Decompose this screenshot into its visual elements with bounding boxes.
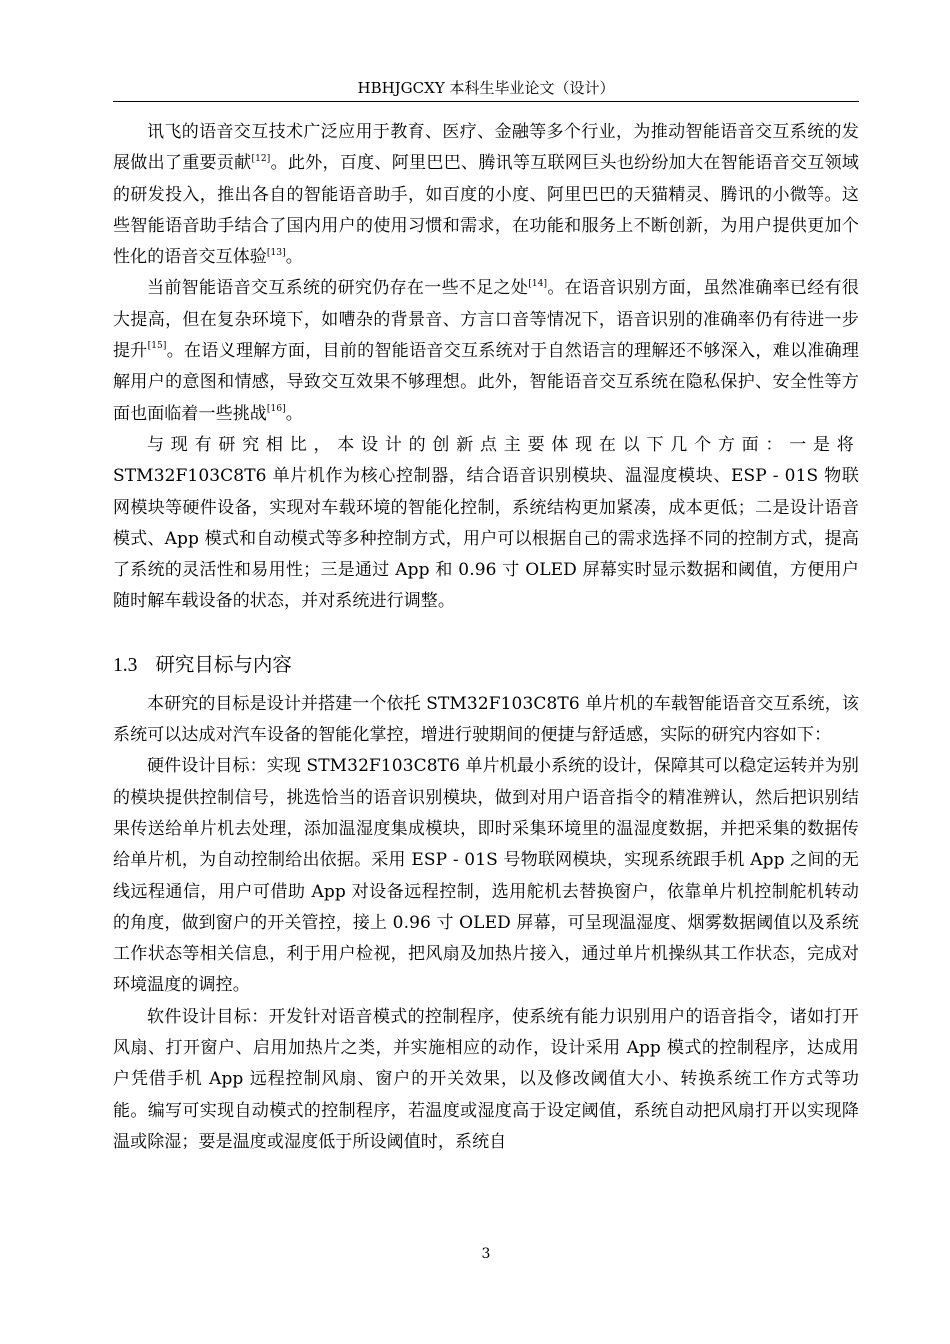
paragraph-text: STM32F103C8T6 单片机作为核心控制器，结合语音识别模块、温湿度模块、ESP - 01S 物联网模块等硬件设备，实现对车载环境的智能化控制，系统结构更加紧凑，成本更低；二是设计语音模式、App 模式和自动模式等多种控制方式，用户可以根据自己的需求选择不同的控制方式，提高了系统的灵活性和易用性；三是通过 App 和 0.96 寸 OLED 屏幕实时显示数据和阈值，方便用户随时解车载设备的状态，并对系统进行调整。 xyxy=(113,466,859,612)
paragraph xyxy=(113,430,859,618)
page-body xyxy=(113,117,859,1158)
paragraph-text: 。此外，百度、阿里巴巴、腾讯等互联网巨头也纷纷加大在智能语音交互领域的研发投入，推出各自的智能语音助手，如百度的小度、阿里巴巴的天猫精灵、腾讯的小微等。这些智能语音助手结合了国内用户的使用习惯和需求，在功能和服务上不断创新，为用户提供更加个性化的语音交互体验 xyxy=(113,153,859,268)
paragraph: 本研究的目标是设计并搭建一个依托 STM32F103C8T6 单片机的车载智能语音交互系统，该系统可以达成对汽车设备的智能化掌控，增进行驶期间的便捷与舒适感，实际的研究内容如下： xyxy=(113,693,859,746)
running-header: HBHJGCXY 本科生毕业论文（设计） xyxy=(357,79,615,97)
section-heading xyxy=(113,650,859,681)
paragraph-text: 。 xyxy=(285,247,303,268)
paragraph-text: 与现有研究相比，本设计的创新点主要体现在以下几个方面：一是将 xyxy=(147,434,859,455)
citation: [15] xyxy=(147,341,167,352)
paragraph-text: 当前智能语音交互系统的研究仍存在一些不足之处 xyxy=(147,278,529,299)
section-title: 研究目标与内容 xyxy=(155,652,292,676)
citation: [16] xyxy=(266,404,286,415)
paragraph: 硬件设计目标：实现 STM32F103C8T6 单片机最小系统的设计，保障其可以稳定运转并为别的模块提供控制信号，挑选恰当的语音识别模块，做到对用户语音指令的精准辨认，然后把识别结果传送给单片机去处理，添加温湿度集成模块，即时采集环境里的温湿度数据，并把采集的数据传给单片机，为自动控制给出依据。采用 ESP - 01S 号物联网模块，实现系统跟手机 App 之间的无线远程通信，用户可借助 App 对设备远程控制，选用舵机去替换窗户，依靠单片机控制舵机转动的角度，做到窗户的开关管控，接上 0.96 寸 OLED 屏幕，可呈现温湿度、烟雾数据阈值以及系统工作状态等相关信息，利于用户检视，把风扇及加热片接入，通过单片机操纵其工作状态，完成对环境温度的调控。 xyxy=(113,756,859,996)
header-rule xyxy=(113,101,859,102)
citation: [12] xyxy=(251,153,271,164)
paragraph xyxy=(113,273,859,429)
citation: [13] xyxy=(266,247,286,258)
paragraph: 软件设计目标：开发针对语音模式的控制程序，使系统有能力识别用户的语音指令，诸如打开风扇、打开窗户、启用加热片之类，并实施相应的动作，设计采用 App 模式的控制程序，达成用户凭借手机 App 远程控制风扇、窗户的开关效果，以及修改阈值大小、转换系统工作方式等功能。编写可实现自动模式的控制程序，若温度或湿度高于设定阈值，系统自动把风扇打开以实现降温或除湿；要是温度或湿度低于所设阈值时，系统自 xyxy=(113,1006,859,1152)
paragraph-text: 。 xyxy=(285,403,303,424)
paragraph-text: 。在语义理解方面，目前的智能语音交互系统对于自然语言的理解还不够深入，难以准确理解用户的意图和情感，导致交互效果不够理想。此外，智能语音交互系统在隐私保护、安全性等方面也面临着一些挑战 xyxy=(113,341,859,424)
paragraph-text: 讯飞的语音交互技术广泛应用于教育、医疗、金融等多个行业，为推动智能语音交互系统的发展做出了重要贡献 xyxy=(113,122,859,174)
paragraph xyxy=(113,117,859,273)
citation: [14] xyxy=(528,278,548,289)
section-number: 1.3 xyxy=(113,654,138,676)
page-number: 3 xyxy=(481,1246,491,1262)
paragraph-text: 。在语音识别方面，虽然准确率已经有很大提高，但在复杂环境下，如嘈杂的背景音、方言口音等情况下，语音识别的准确率仍有待进一步提升 xyxy=(113,278,859,362)
